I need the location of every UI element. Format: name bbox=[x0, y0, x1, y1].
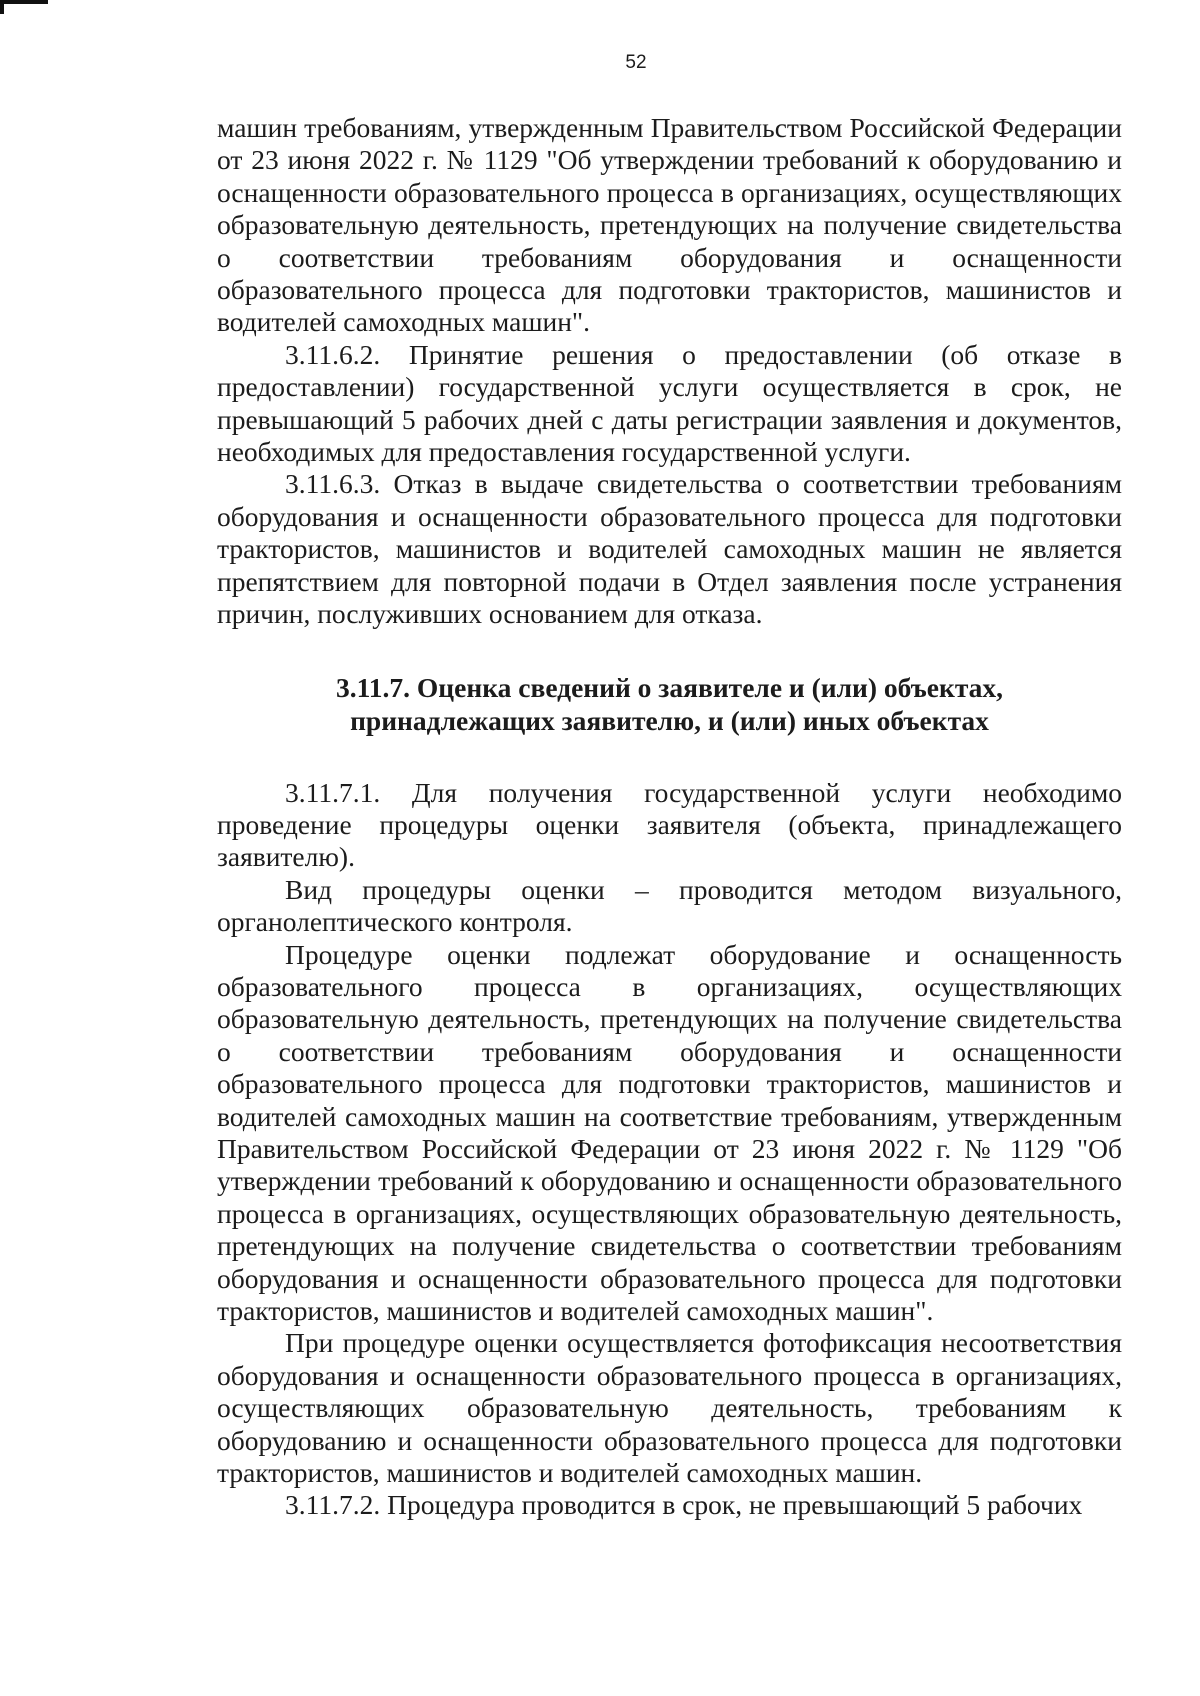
section-heading-line-2: принадлежащих заявителю, и (или) иных объектах bbox=[350, 704, 989, 736]
scan-corner-mark bbox=[0, 0, 48, 4]
paragraph-procedure-type: Вид процедуры оценки – проводится методом визуального, органолептического контроля. bbox=[217, 873, 1122, 938]
paragraph-photo-fixation: При процедуре оценки осуществляется фотофиксация несоответствия оборудования и оснащенности образовательного процесса в организациях, осуществляющих образовательную деятельность, требованиям к оборудованию и оснащенности образовательного процесса для подготовки трактористов, машинистов и водителей самоходных машин. bbox=[217, 1327, 1122, 1489]
paragraph-3-11-7-2: 3.11.7.2. Процедура проводится в срок, не превышающий 5 рабочих bbox=[285, 1489, 1083, 1521]
paragraph-3-11-7-1: 3.11.7.1. Для получения государственной услуги необходимо проведение процедуры оценки заявителя (объекта, принадлежащего заявителю). bbox=[217, 776, 1122, 873]
paragraph-procedure-subject: Процедуре оценки подлежат оборудование и оснащенность образовательного процесса в организациях, осуществляющих образовательную деятельность, претендующих на получение свидетельства о соответствии требованиям оборудования и оснащенности образовательного процесса для подготовки трактористов, машинистов и водителей самоходных машин на соответствие требованиям, утвержденным Правительством Российской Федерации от 23 июня 2022 г. № 1129 "Об утверждении требований к оборудованию и оснащенности образовательного процесса в организациях, осуществляющих образовательную деятельность, претендующих на получение свидетельства о соответствии требованиям оборудования и оснащенности образовательного процесса для подготовки трактористов, машинистов и водителей самоходных машин". bbox=[217, 938, 1122, 1326]
page-number: 52 bbox=[625, 52, 647, 73]
paragraph-3-11-6-2: 3.11.6.2. Принятие решения о предоставлении (об отказе в предоставлении) государственной услуги осуществляется в срок, не превышающий 5 рабочих дней с даты регистрации заявления и документов, необходимых для предоставления государственной услуги. bbox=[217, 338, 1122, 468]
document-body bbox=[217, 112, 1122, 1522]
paragraph-continuation: машин требованиям, утвержденным Правительством Российской Федерации от 23 июня 2022 г. № 1129 "Об утверждении требований к оборудованию и оснащенности образовательного процесса в организациях, осуществляющих образовательную деятельность, претендующих на получение свидетельства о соответствии требованиям оборудования и оснащенности образовательного процесса для подготовки трактористов, машинистов и водителей самоходных машин". bbox=[217, 112, 1122, 338]
section-heading-3-11-7 bbox=[217, 671, 1122, 737]
scan-corner-mark-vertical bbox=[0, 0, 4, 14]
paragraph-3-11-6-3: 3.11.6.3. Отказ в выдаче свидетельства о соответствии требованиям оборудования и оснащенности образовательного процесса для подготовки трактористов, машинистов и водителей самоходных машин не является препятствием для повторной подачи в Отдел заявления после устранения причин, послуживших основанием для отказа. bbox=[217, 468, 1122, 630]
section-heading-line-1: 3.11.7. Оценка сведений о заявителе и (или) объектах, bbox=[335, 671, 1004, 703]
